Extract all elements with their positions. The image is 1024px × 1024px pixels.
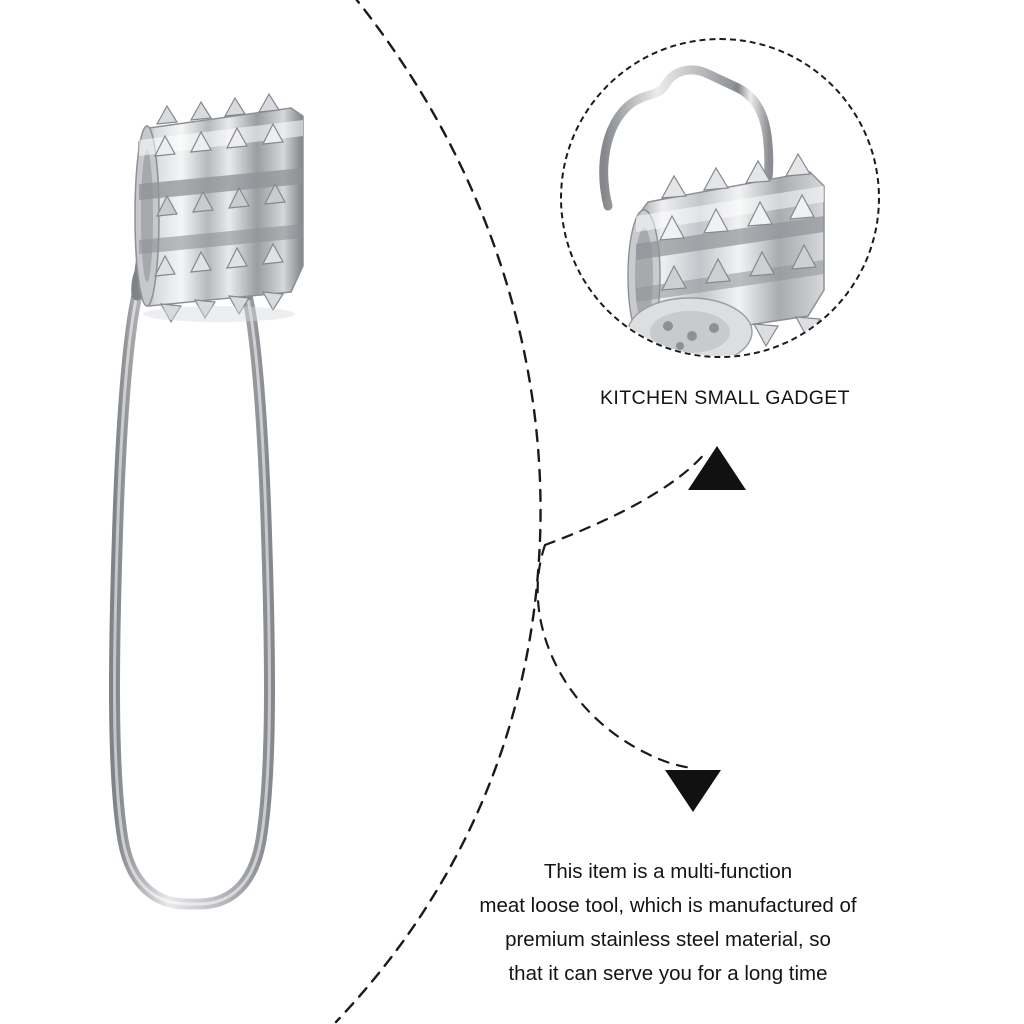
callout-title: KITCHEN SMALL GADGET <box>600 387 850 409</box>
triangle-up-marker <box>688 446 746 490</box>
triangle-down-marker <box>665 770 721 812</box>
description-line: that it can serve you for a long time <box>508 962 828 985</box>
leader-curve-top <box>545 452 706 545</box>
description-line: premium stainless steel material, so <box>505 928 831 951</box>
description-line: meat loose tool, which is manufactured of <box>479 894 857 917</box>
handle-wire <box>115 295 270 904</box>
zoom-detail-circle <box>560 38 880 358</box>
leader-curve-bottom <box>538 545 692 768</box>
callout-description <box>418 855 918 991</box>
description-line: This item is a multi-function <box>543 860 793 883</box>
product-photo-main <box>95 80 345 920</box>
